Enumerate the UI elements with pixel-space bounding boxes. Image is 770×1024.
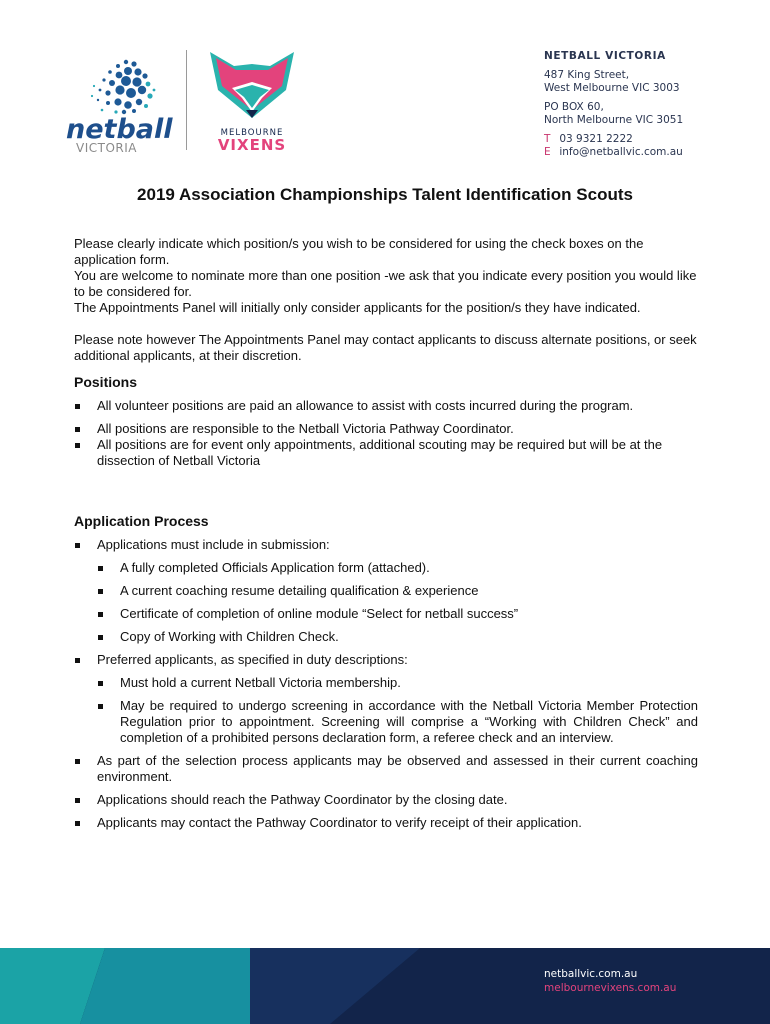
contact-block (544, 50, 683, 159)
logo-divider (186, 50, 187, 150)
melbourne-vixens-logo (202, 48, 302, 154)
email-address[interactable]: info@netballvic.com.au (559, 146, 683, 158)
list-item: Applications must include in submission: (74, 537, 698, 553)
phone-line (544, 133, 683, 146)
preferred-sub-list (74, 675, 698, 746)
sub-list-item: Must hold a current Netball Victoria membership. (74, 675, 698, 691)
positions-heading: Positions (74, 374, 138, 390)
vixens-logo-top: MELBOURNE (220, 128, 284, 138)
email-label: E (544, 146, 551, 158)
netball-logo-sub: VICTORIA (76, 141, 137, 154)
page-title: 2019 Association Championships Talent Identification Scouts (137, 185, 633, 204)
netball-logo-text: netball (66, 114, 173, 145)
sub-list-item: Copy of Working with Children Check. (74, 629, 698, 645)
street-line-1: 487 King Street, (544, 69, 630, 81)
phone-label: T (544, 133, 551, 145)
list-item: All positions are responsible to the Netball Victoria Pathway Coordinator. (74, 421, 698, 437)
vixens-logo-main: VIXENS (217, 136, 287, 154)
intro-paragraph-3: The Appointments Panel will initially only consider applicants for the position/s they have indicated. (74, 300, 641, 315)
po-line-1: PO BOX 60, (544, 101, 604, 113)
list-item: All volunteer positions are paid an allowance to assist with costs incurred during the program. (74, 398, 698, 414)
positions-list (74, 398, 698, 469)
intro-paragraph-2: You are welcome to nominate more than one position -we ask that you indicate every position you would like to be considered for. (74, 268, 697, 299)
street-address (544, 69, 683, 95)
sub-list-item: A current coaching resume detailing qualification & experience (74, 583, 698, 599)
footer-links (544, 967, 676, 995)
intro-paragraph-4: Please note however The Appointments Panel may contact applicants to discuss alternate positions, or seek additional applicants, at their discretion. (74, 332, 697, 363)
list-item: Preferred applicants, as specified in duty descriptions: (74, 652, 698, 668)
sub-list-item: A fully completed Officials Application form (attached). (74, 560, 698, 576)
org-name: NETBALL VICTORIA (544, 50, 666, 62)
submission-sub-list (74, 560, 698, 645)
sub-list-container (74, 560, 698, 645)
netball-victoria-logo (64, 50, 174, 154)
street-line-2: West Melbourne VIC 3003 (544, 82, 680, 94)
list-item: Applications should reach the Pathway Coordinator by the closing date. (74, 792, 698, 808)
phone-number: 03 9321 2222 (559, 133, 633, 145)
list-item: Applicants may contact the Pathway Coordinator to verify receipt of their application. (74, 815, 698, 831)
intro-paragraph-1: Please clearly indicate which position/s you wish to be considered for using the check boxes on the application form. (74, 236, 644, 267)
application-list (74, 537, 698, 831)
sub-list-container (74, 675, 698, 746)
list-item: As part of the selection process applicants may be observed and assessed in their current coaching environment. (74, 753, 698, 785)
po-box-address (544, 101, 683, 127)
footer-link-vixens[interactable]: melbournevixens.com.au (544, 982, 677, 994)
po-line-2: North Melbourne VIC 3051 (544, 114, 684, 126)
sub-list-item: Certificate of completion of online module “Select for netball success” (74, 606, 698, 622)
footer-link-netballvic[interactable]: netballvic.com.au (544, 968, 638, 980)
list-item: All positions are for event only appointments, additional scouting may be required but will be at the dissection of Netball Victoria (74, 437, 698, 469)
sub-list-item: May be required to undergo screening in accordance with the Netball Victoria Member Protection Regulation prior to appointment. Screening will comprise a “Working with Children Check” and completion of a prohibited persons declaration form, a referee check and an interview. (74, 698, 698, 746)
email-line (544, 146, 683, 159)
intro-text (74, 236, 704, 364)
application-process-heading: Application Process (74, 513, 209, 529)
